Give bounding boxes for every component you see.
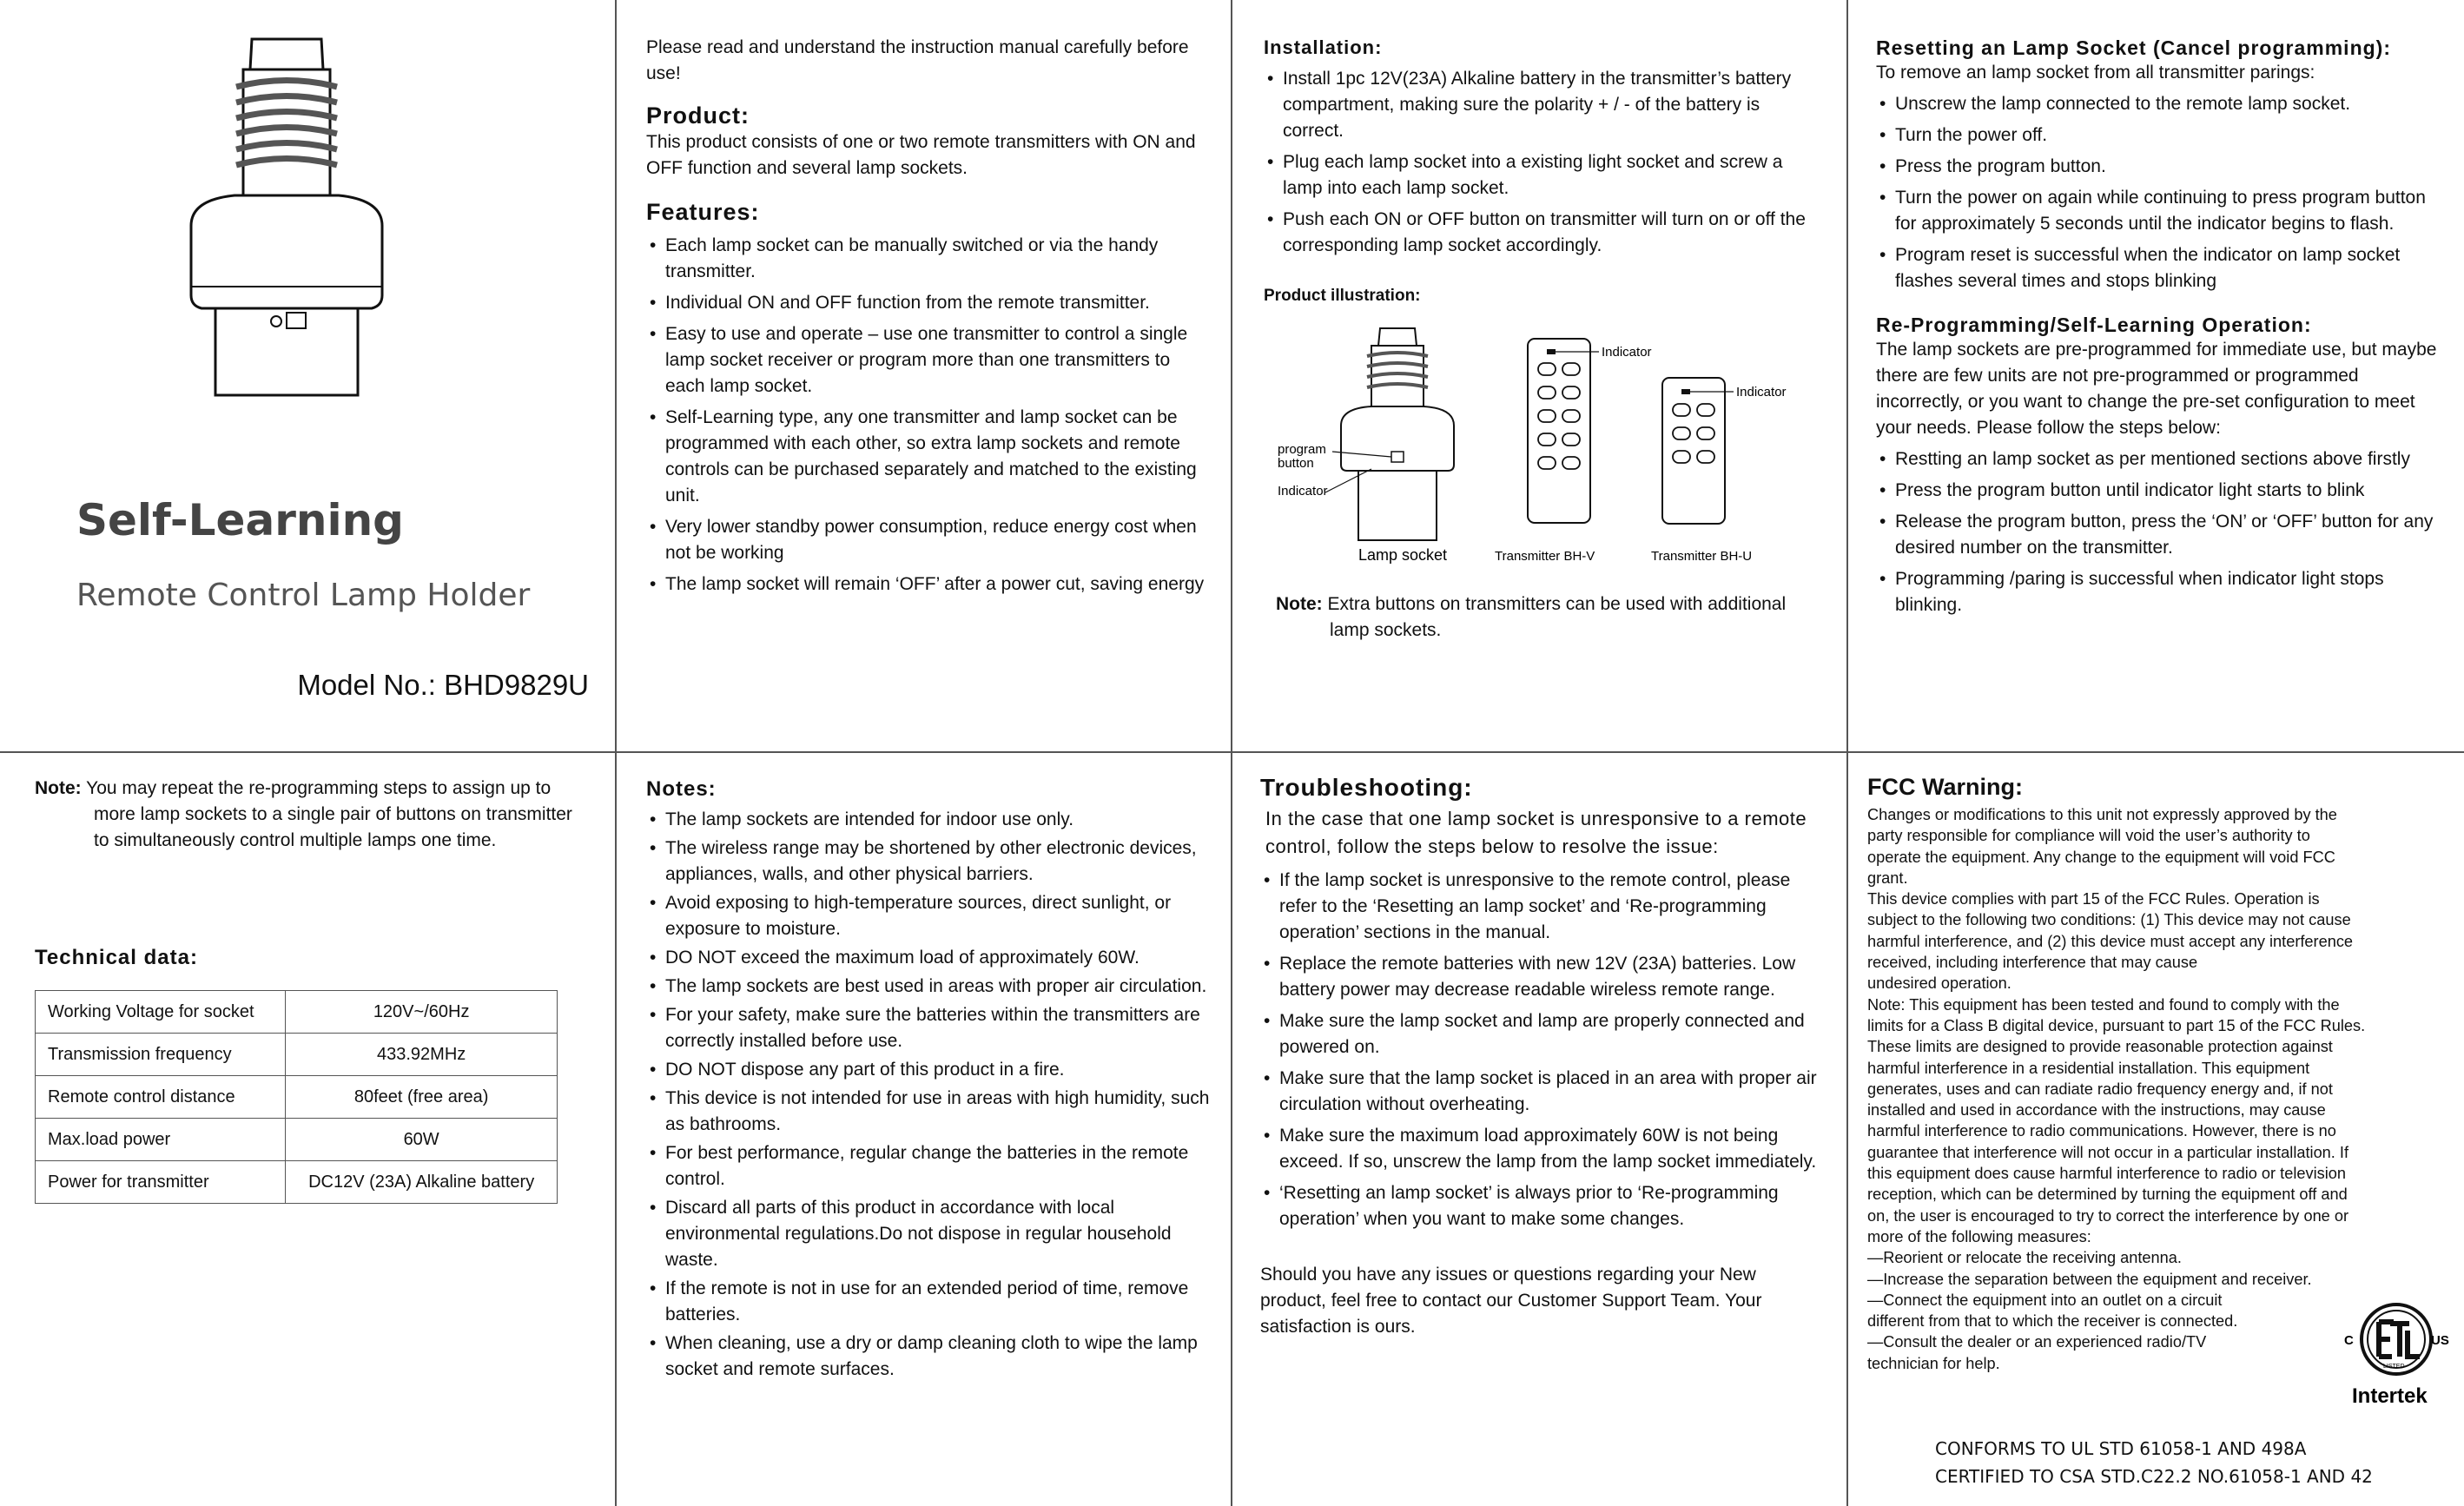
fcc-line: subject to the following two conditions: (1) This device may not cause xyxy=(1867,911,2351,929)
table-cell-key: Remote control distance xyxy=(36,1076,286,1119)
fcc-line: different from that to which the receiver is connected. xyxy=(1867,1312,2238,1331)
table-cell-key: Max.load power xyxy=(36,1119,286,1161)
etl-us: US xyxy=(2431,1333,2449,1348)
table-cell-value: 120V~/60Hz xyxy=(286,991,558,1034)
lamp-socket-illustration xyxy=(174,35,400,400)
fcc-line: —Connect the equipment into an outlet on a circuit xyxy=(1867,1291,2223,1309)
list-item: • If the lamp socket is unresponsive to the remote control, please refer to the ‘Resetting an lamp socket’ and ‘Re-programming operation’ sections in the manual. xyxy=(1260,868,1825,946)
fcc-line: party responsible for compliance will void the user’s authority to xyxy=(1867,827,2310,845)
conformity-statement xyxy=(1935,1435,2373,1490)
table-row xyxy=(36,1076,558,1119)
note-text: Extra buttons on transmitters can be used with additional lamp sockets. xyxy=(1327,594,1787,640)
product-illustration xyxy=(1267,321,1823,573)
list-item: • If the remote is not in use for an extended period of time, remove batteries. xyxy=(646,1276,1211,1328)
fcc-line: harmful interference, and (2) this device must accept any interference xyxy=(1867,932,2354,950)
features-heading: Features: xyxy=(646,199,760,225)
transmitter-bh-v-graphic xyxy=(1528,339,1599,523)
technical-data-table xyxy=(35,990,558,1204)
cover-title: Self-Learning xyxy=(76,495,404,545)
program-button-label: program button xyxy=(1278,442,1326,471)
technical-data-heading: Technical data: xyxy=(35,946,198,969)
fcc-line: limits for a Class B digital device, pursuant to part 15 of the FCC Rules. xyxy=(1867,1016,2366,1034)
list-item: • Easy to use and operate – use one transmitter to control a single lamp socket receiver or program more than one transmitters to each lamp socket. xyxy=(646,321,1211,400)
list-item: • When cleaning, use a dry or damp cleaning cloth to wipe the lamp socket and remote surfaces. xyxy=(646,1331,1211,1383)
fcc-line: installed and used in accordance with the instructions, may cause xyxy=(1867,1101,2326,1120)
fcc-line: This device complies with part 15 of the FCC Rules. Operation is xyxy=(1867,890,2320,908)
list-item: • Very lower standby power consumption, reduce energy cost when not be working xyxy=(646,514,1211,566)
list-item: • Push each ON or OFF button on transmitter will turn on or off the corresponding lamp socket accordingly. xyxy=(1264,207,1820,259)
troubleshooting-panel xyxy=(1232,753,1848,1506)
list-item: • The lamp socket will remain ‘OFF’ after a power cut, saving energy xyxy=(646,571,1211,598)
fcc-line: harmful interference in a residential installation. This equipment xyxy=(1867,1059,2310,1077)
etl-listed: LISTED xyxy=(2383,1364,2405,1370)
reprogramming-steps xyxy=(1876,446,2449,618)
list-item: • Avoid exposing to high-temperature sources, direct sunlight, or exposure to moisture. xyxy=(646,890,1211,942)
fcc-line: These limits are designed to provide reasonable protection against xyxy=(1867,1038,2333,1056)
conform-line-2: CERTIFIED TO CSA STD.C22.2 NO.61058-1 AND 42 xyxy=(1935,1466,2373,1487)
resetting-panel xyxy=(1848,0,2464,753)
list-item: • DO NOT exceed the maximum load of approximately 60W. xyxy=(646,945,1211,971)
troubleshooting-list xyxy=(1260,868,1825,1232)
table-cell-key: Power for transmitter xyxy=(36,1161,286,1204)
list-item: • For best performance, regular change the batteries in the remote control. xyxy=(646,1140,1211,1192)
fcc-line: more of the following measures: xyxy=(1867,1227,2091,1245)
list-item: • Install 1pc 12V(23A) Alkaline battery in the transmitter’s battery compartment, making sure the polarity + / - of the battery is correct. xyxy=(1264,66,1820,144)
etl-c: C xyxy=(2344,1333,2354,1348)
table-cell-key: Transmission frequency xyxy=(36,1034,286,1076)
fcc-line: —Consult the dealer or an experienced radio/TV xyxy=(1867,1333,2207,1351)
list-item: • The lamp sockets are best used in areas with proper air circulation. xyxy=(646,974,1211,1000)
fcc-line: operate the equipment. Any change to the equipment will void FCC xyxy=(1867,848,2335,866)
list-item: • Program reset is successful when the indicator on lamp socket flashes several times and stops blinking xyxy=(1876,242,2449,294)
etl-brand: Intertek xyxy=(2352,1384,2428,1408)
list-item: • Release the program button, press the ‘ON’ or ‘OFF’ button for any desired number on the transmitter. xyxy=(1876,509,2449,561)
list-item: • The lamp sockets are intended for indoor use only. xyxy=(646,807,1211,833)
note-text: You may repeat the re-programming steps to assign up to more lamp sockets to a single pair of buttons on transmitter to simultaneously control multiple lamps one time. xyxy=(86,778,572,850)
tech-note xyxy=(35,776,582,854)
fcc-line: guarantee that interference will not occur in a particular installation. If xyxy=(1867,1143,2349,1161)
table-row xyxy=(36,1161,558,1204)
installation-steps xyxy=(1264,66,1820,259)
indicator-label-tx-u: Indicator xyxy=(1736,385,1787,400)
fcc-heading: FCC Warning: xyxy=(1867,774,2023,800)
list-item: • Replace the remote batteries with new 12V (23A) batteries. Low battery power may decrease readable wireless remote range. xyxy=(1260,951,1825,1003)
fcc-line: Note: This equipment has been tested and found to comply with the xyxy=(1867,995,2340,1014)
list-item: • Make sure the lamp socket and lamp are properly connected and powered on. xyxy=(1260,1008,1825,1060)
product-text: This product consists of one or two remote transmitters with ON and OFF function and several lamp sockets. xyxy=(646,132,1196,178)
troubleshooting-intro: In the case that one lamp socket is unresponsive to a remote control, follow the steps below to resolve the issue: xyxy=(1265,808,1807,857)
indicator-label: Indicator xyxy=(1278,484,1328,499)
list-item: • Turn the power off. xyxy=(1876,122,2449,149)
list-item: • Turn the power on again while continuing to press program button for approximately 5 seconds until the indicator begins to flash. xyxy=(1876,185,2449,237)
list-item: • The wireless range may be shortened by other electronic devices, appliances, walls, and other physical barriers. xyxy=(646,836,1211,888)
fcc-line: technician for help. xyxy=(1867,1354,2000,1372)
fcc-line: grant. xyxy=(1867,869,1908,887)
transmitter-bh-u-label: Transmitter BH-U xyxy=(1651,549,1753,564)
list-item: • Restting an lamp socket as per mentioned sections above firstly xyxy=(1876,446,2449,472)
list-item: • Press the program button until indicator light starts to blink xyxy=(1876,478,2449,504)
fcc-panel xyxy=(1848,753,2464,1506)
list-item: • Plug each lamp socket into a existing light socket and screw a lamp into each lamp socket. xyxy=(1264,149,1820,201)
table-row xyxy=(36,1034,558,1076)
list-item: • DO NOT dispose any part of this product in a fire. xyxy=(646,1057,1211,1083)
read-notice: Please read and understand the instruction manual carefully before use! xyxy=(646,37,1189,83)
list-item: • Individual ON and OFF function from the remote transmitter. xyxy=(646,290,1211,316)
list-item: • For your safety, make sure the batteries within the transmitters are correctly installed before use. xyxy=(646,1002,1211,1054)
table-cell-value: 60W xyxy=(286,1119,558,1161)
table-cell-value: 80feet (free area) xyxy=(286,1076,558,1119)
indicator-label-tx-v: Indicator xyxy=(1602,345,1652,360)
table-row xyxy=(36,1119,558,1161)
technical-panel xyxy=(0,753,617,1506)
transmitter-bh-u-graphic xyxy=(1662,378,1734,524)
notes-panel xyxy=(617,753,1232,1506)
resetting-intro: To remove an lamp socket from all transmitter parings: xyxy=(1876,63,2315,83)
list-item: • ‘Resetting an lamp socket’ is always prior to ‘Re-programming operation’ when you want to make some changes. xyxy=(1260,1180,1825,1232)
lamp-socket-label: Lamp socket xyxy=(1358,546,1448,564)
fcc-line: —Reorient or relocate the receiving antenna. xyxy=(1867,1249,2182,1267)
list-item: • Discard all parts of this product in accordance with local environmental regulations.Do not dispose in regular household waste. xyxy=(646,1195,1211,1273)
installation-note xyxy=(1276,591,1814,644)
small-lamp-socket-graphic xyxy=(1325,328,1454,540)
resetting-steps xyxy=(1876,91,2449,294)
fcc-line: generates, uses and can radiate radio frequency energy and, if not xyxy=(1867,1080,2333,1098)
fcc-line: reception, which can be determined by turning the equipment off and xyxy=(1867,1186,2348,1204)
fcc-line: harmful interference to radio communications. However, there is no xyxy=(1867,1122,2336,1140)
model-number: Model No.: BHD9829U xyxy=(297,669,589,701)
resetting-heading: Resetting an Lamp Socket (Cancel programming): xyxy=(1876,36,2391,59)
table-cell-value: 433.92MHz xyxy=(286,1034,558,1076)
reprogramming-heading: Re-Programming/Self-Learning Operation: xyxy=(1876,314,2312,336)
table-row xyxy=(36,991,558,1034)
product-heading: Product: xyxy=(646,102,750,129)
notes-list xyxy=(646,807,1211,1383)
list-item: • Programming /paring is successful when indicator light stops blinking. xyxy=(1876,566,2449,618)
etl-listed-mark xyxy=(2340,1287,2453,1417)
fcc-line: received, including interference that may cause xyxy=(1867,954,2198,972)
cover-subtitle: Remote Control Lamp Holder xyxy=(76,578,531,613)
fcc-line: on, the user is encouraged to try to correct the interference by one or xyxy=(1867,1206,2349,1225)
list-item: • This device is not intended for use in areas with high humidity, such as bathrooms. xyxy=(646,1086,1211,1138)
illustration-heading: Product illustration: xyxy=(1264,287,1421,305)
list-item: • Each lamp socket can be manually switched or via the handy transmitter. xyxy=(646,233,1211,285)
list-item: • Unscrew the lamp connected to the remote lamp socket. xyxy=(1876,91,2449,117)
list-item: • Make sure the maximum load approximately 60W is not being exceed. If so, unscrew the lamp from the lamp socket immediately. xyxy=(1260,1123,1825,1175)
list-item: • Press the program button. xyxy=(1876,154,2449,180)
features-list xyxy=(646,233,1211,598)
fcc-line: —Increase the separation between the equipment and receiver. xyxy=(1867,1270,2312,1288)
product-panel xyxy=(617,0,1232,753)
conform-line-1: CONFORMS TO UL STD 61058-1 AND 498A xyxy=(1935,1438,2307,1459)
list-item: • Make sure that the lamp socket is placed in an area with proper air circulation without overheating. xyxy=(1260,1066,1825,1118)
notes-heading: Notes: xyxy=(646,777,717,801)
note-label: Note: xyxy=(1276,594,1323,614)
table-cell-key: Working Voltage for socket xyxy=(36,991,286,1034)
support-closing: Should you have any issues or questions regarding your New product, feel free to contact our Customer Support Team. Your satisfaction is ours. xyxy=(1260,1265,1762,1337)
fcc-line: Changes or modifications to this unit not expressly approved by the xyxy=(1867,806,2337,823)
fcc-line: this equipment does cause harmful interference to radio or television xyxy=(1867,1165,2346,1183)
note-label: Note: xyxy=(35,778,82,798)
fcc-line: undesired operation. xyxy=(1867,974,2011,993)
transmitter-bh-v-label: Transmitter BH-V xyxy=(1495,549,1595,564)
list-item: • Self-Learning type, any one transmitter and lamp socket can be programmed with each other, so extra lamp sockets and remote controls can be purchased separately and matched to the existing unit. xyxy=(646,405,1211,509)
cover-panel xyxy=(0,0,617,753)
installation-panel xyxy=(1232,0,1848,753)
reprogramming-intro: The lamp sockets are pre-programmed for immediate use, but maybe there are few units are not pre-programmed or programmed incorrectly, or you want to change the pre-set configuration to meet your needs. Please follow the steps below: xyxy=(1876,340,2437,438)
table-cell-value: DC12V (23A) Alkaline battery xyxy=(286,1161,558,1204)
installation-heading: Installation: xyxy=(1264,36,1383,58)
troubleshooting-heading: Troubleshooting: xyxy=(1260,774,1473,801)
